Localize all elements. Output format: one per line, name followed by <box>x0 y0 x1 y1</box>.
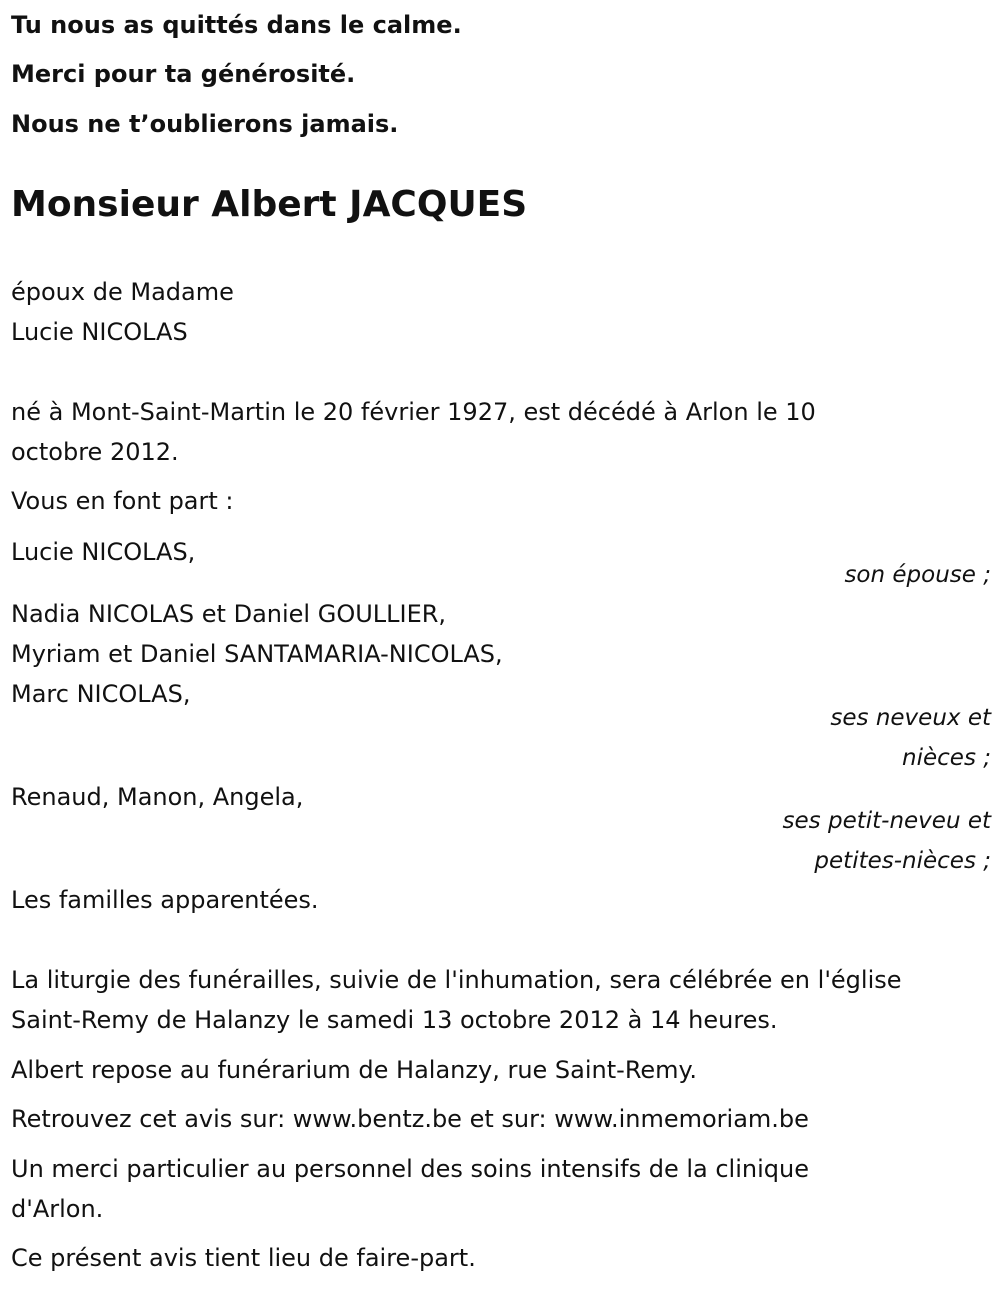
rests-info: Albert repose au funérarium de Halanzy, rue Saint-Remy. <box>11 1056 697 1084</box>
family-grandnephews: Renaud, Manon, Angela, <box>11 783 304 811</box>
intro-line-1: Tu nous as quittés dans le calme. <box>11 11 462 39</box>
website-info: Retrouvez cet avis sur: www.bentz.be et sur: www.inmemoriam.be <box>11 1105 809 1133</box>
closing-note: Ce présent avis tient lieu de faire-part. <box>11 1244 476 1272</box>
funeral-line-1: La liturgie des funérailles, suivie de l'inhumation, sera célébrée en l'église <box>11 966 902 994</box>
family-related: Les familles apparentées. <box>11 886 319 914</box>
family-nephew-2: Myriam et Daniel SANTAMARIA-NICOLAS, <box>11 640 503 668</box>
family-nephews-role-1: ses neveux et <box>830 705 991 731</box>
family-wife-role: son épouse ; <box>844 562 991 588</box>
thanks-line-1: Un merci particulier au personnel des soins intensifs de la clinique <box>11 1155 809 1183</box>
announcement: Vous en font part : <box>11 487 234 515</box>
family-nephew-1: Nadia NICOLAS et Daniel GOULLIER, <box>11 600 447 628</box>
intro-line-2: Merci pour ta générosité. <box>11 60 356 88</box>
birth-death-line-1: né à Mont-Saint-Martin le 20 février 1927, est décédé à Arlon le 10 <box>11 398 816 426</box>
family-nephews-role-2: nièces ; <box>902 745 991 771</box>
thanks-line-2: d'Arlon. <box>11 1195 104 1223</box>
deceased-name: Monsieur Albert JACQUES <box>11 184 528 225</box>
birth-death-line-2: octobre 2012. <box>11 438 179 466</box>
spouse-line-2: Lucie NICOLAS <box>11 318 188 346</box>
family-wife: Lucie NICOLAS, <box>11 538 196 566</box>
family-grandnephews-role-2: petites-nièces ; <box>814 848 991 874</box>
family-grandnephews-role-1: ses petit-neveu et <box>782 808 991 834</box>
spouse-line-1: époux de Madame <box>11 278 234 306</box>
intro-line-3: Nous ne t’oublierons jamais. <box>11 110 399 138</box>
funeral-line-2: Saint-Remy de Halanzy le samedi 13 octobre 2012 à 14 heures. <box>11 1006 778 1034</box>
family-nephew-3: Marc NICOLAS, <box>11 680 191 708</box>
